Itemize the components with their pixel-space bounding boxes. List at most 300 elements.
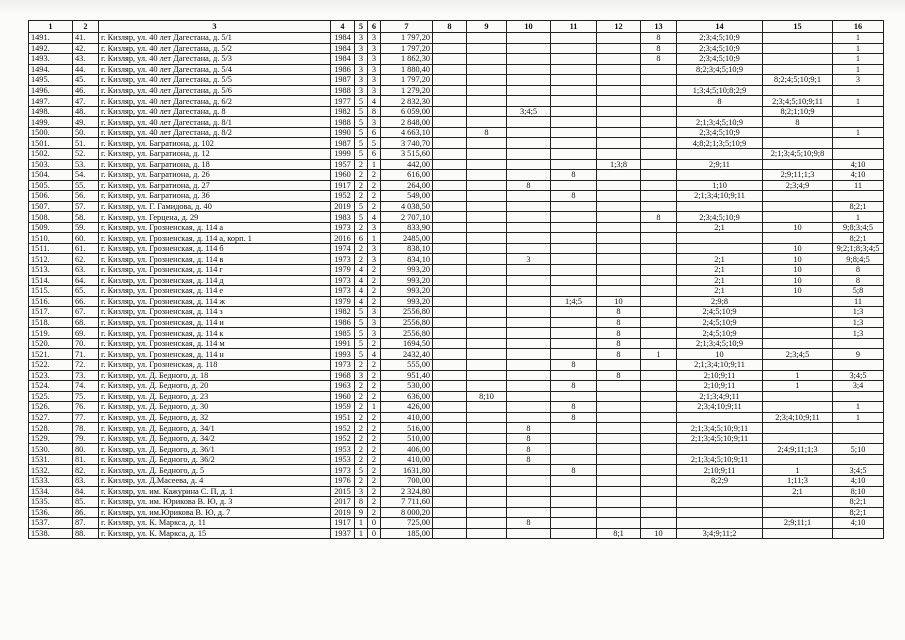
table-cell bbox=[467, 54, 507, 65]
table-cell bbox=[551, 370, 597, 381]
column-header: 3 bbox=[99, 21, 331, 33]
table-cell bbox=[507, 296, 551, 307]
table-cell bbox=[433, 454, 467, 465]
table-cell bbox=[641, 254, 677, 265]
table-cell: 3 bbox=[368, 85, 381, 96]
table-row bbox=[29, 265, 884, 276]
table-cell: 2 bbox=[368, 412, 381, 423]
table-cell: 3 bbox=[355, 75, 368, 86]
table-cell: 2 bbox=[368, 338, 381, 349]
table-row bbox=[29, 359, 884, 370]
table-cell bbox=[507, 497, 551, 508]
table-cell: 3 bbox=[368, 54, 381, 65]
table-cell bbox=[597, 64, 641, 75]
table-row bbox=[29, 159, 884, 170]
table-cell bbox=[597, 54, 641, 65]
table-cell: 2;1;3;4;5;10;9 bbox=[677, 338, 763, 349]
table-cell: 636,00 bbox=[381, 391, 433, 402]
table-cell bbox=[597, 497, 641, 508]
table-cell bbox=[433, 507, 467, 518]
table-cell: 1520. bbox=[29, 338, 73, 349]
table-cell: 74. bbox=[73, 381, 99, 392]
table-cell: 8;1 bbox=[597, 528, 641, 539]
table-cell bbox=[433, 170, 467, 181]
table-cell: 2 bbox=[355, 180, 368, 191]
table-cell bbox=[433, 381, 467, 392]
table-cell: 1993 bbox=[331, 349, 355, 360]
table-cell bbox=[597, 275, 641, 286]
table-row bbox=[29, 444, 884, 455]
table-cell: 1511. bbox=[29, 243, 73, 254]
table-cell: 1 880,40 bbox=[381, 64, 433, 75]
table-cell: 1973 bbox=[331, 222, 355, 233]
table-cell bbox=[507, 96, 551, 107]
table-cell: 3;4;9;11;2 bbox=[677, 528, 763, 539]
table-cell: 5 bbox=[355, 96, 368, 107]
table-cell bbox=[507, 275, 551, 286]
table-cell: 2 bbox=[355, 254, 368, 265]
table-cell: 1532. bbox=[29, 465, 73, 476]
table-cell: г. Кизляр, ул. Д. Бедного, д. 32 bbox=[99, 412, 331, 423]
table-cell: 2 bbox=[355, 359, 368, 370]
column-header: 8 bbox=[433, 21, 467, 33]
table-cell: 555,00 bbox=[381, 359, 433, 370]
table-cell bbox=[597, 433, 641, 444]
table-cell: 8 bbox=[551, 402, 597, 413]
table-cell: 2;3;4;5;10;9 bbox=[677, 54, 763, 65]
table-cell bbox=[507, 286, 551, 297]
table-cell bbox=[597, 286, 641, 297]
table-cell: г. Кизляр, ул. Грозненская, д. 118 bbox=[99, 359, 331, 370]
table-cell: 951,40 bbox=[381, 370, 433, 381]
table-cell bbox=[551, 212, 597, 223]
table-cell: 1491. bbox=[29, 33, 73, 44]
table-cell: 2;3;4;9 bbox=[763, 180, 833, 191]
table-cell bbox=[597, 518, 641, 529]
table-cell bbox=[641, 170, 677, 181]
table-cell bbox=[763, 64, 833, 75]
table-cell: 8 bbox=[551, 412, 597, 423]
table-cell: 1973 bbox=[331, 286, 355, 297]
table-cell: г. Кизляр, ул. 40 лет Дагестана, д. 8/2 bbox=[99, 127, 331, 138]
table-cell: 8;2;1 bbox=[833, 497, 884, 508]
table-cell: 1631,80 bbox=[381, 465, 433, 476]
table-cell: 1537. bbox=[29, 518, 73, 529]
table-cell: 1988 bbox=[331, 85, 355, 96]
table-cell bbox=[507, 391, 551, 402]
table-cell: 2;3;4;10;9;11 bbox=[677, 402, 763, 413]
table-cell: 1500. bbox=[29, 127, 73, 138]
table-cell bbox=[551, 349, 597, 360]
table-cell bbox=[551, 307, 597, 318]
table-row bbox=[29, 402, 884, 413]
table-cell bbox=[467, 433, 507, 444]
table-cell bbox=[507, 138, 551, 149]
table-cell: 1977 bbox=[331, 96, 355, 107]
table-cell: 1510. bbox=[29, 233, 73, 244]
table-cell: 8 bbox=[355, 497, 368, 508]
table-cell: г. Кизляр, ул. 40 лет Дагестана, д. 5/2 bbox=[99, 43, 331, 54]
table-cell bbox=[597, 402, 641, 413]
table-cell: 1;3 bbox=[833, 328, 884, 339]
table-cell bbox=[641, 370, 677, 381]
table-cell: 1 bbox=[833, 43, 884, 54]
table-cell bbox=[433, 33, 467, 44]
table-row bbox=[29, 349, 884, 360]
table-cell: 2;1;3;4;5;10;9 bbox=[677, 117, 763, 128]
table-row bbox=[29, 391, 884, 402]
table-cell bbox=[467, 180, 507, 191]
table-cell: 5 bbox=[355, 212, 368, 223]
table-cell: 1514. bbox=[29, 275, 73, 286]
table-cell bbox=[467, 349, 507, 360]
table-cell bbox=[507, 222, 551, 233]
table-cell: 8 bbox=[551, 465, 597, 476]
table-cell: 2;4;5;10;9 bbox=[677, 317, 763, 328]
table-cell: 1525. bbox=[29, 391, 73, 402]
table-cell bbox=[641, 307, 677, 318]
column-header: 15 bbox=[763, 21, 833, 33]
table-cell: г. Кизляр, ул. Багратиона, д. 18 bbox=[99, 159, 331, 170]
table-cell: 2 bbox=[368, 359, 381, 370]
table-cell: 2;1 bbox=[677, 286, 763, 297]
table-cell: 57. bbox=[73, 201, 99, 212]
table-cell: 8;10 bbox=[467, 391, 507, 402]
table-cell: 1 bbox=[368, 402, 381, 413]
table-cell: 6 059,00 bbox=[381, 106, 433, 117]
table-cell bbox=[833, 85, 884, 96]
table-cell bbox=[433, 243, 467, 254]
table-cell: 66. bbox=[73, 296, 99, 307]
table-cell bbox=[641, 486, 677, 497]
table-cell: 1;3 bbox=[833, 317, 884, 328]
table-cell bbox=[433, 528, 467, 539]
table-cell: 2 bbox=[368, 191, 381, 202]
table-cell bbox=[551, 159, 597, 170]
table-cell: 1973 bbox=[331, 359, 355, 370]
table-cell: 1512. bbox=[29, 254, 73, 265]
table-cell: 1983 bbox=[331, 212, 355, 223]
table-cell: 7 711,60 bbox=[381, 497, 433, 508]
table-cell bbox=[507, 475, 551, 486]
table-cell bbox=[763, 127, 833, 138]
table-cell bbox=[641, 518, 677, 529]
table-cell: 8 bbox=[597, 317, 641, 328]
column-header: 10 bbox=[507, 21, 551, 33]
table-cell: 2;1;3;4;10;9;11 bbox=[677, 359, 763, 370]
table-cell bbox=[551, 149, 597, 160]
table-cell: 2 bbox=[355, 444, 368, 455]
table-cell: 4;10 bbox=[833, 170, 884, 181]
table-cell bbox=[507, 191, 551, 202]
table-cell bbox=[467, 212, 507, 223]
table-cell bbox=[433, 465, 467, 476]
table-cell: г. Кизляр, ул. Д. Бедного, д. 34/2 bbox=[99, 433, 331, 444]
table-cell bbox=[507, 75, 551, 86]
table-cell bbox=[833, 149, 884, 160]
table-cell: 8;2;1 bbox=[833, 233, 884, 244]
table-cell: 3 bbox=[833, 75, 884, 86]
table-cell: 3 bbox=[355, 486, 368, 497]
table-cell: 1535. bbox=[29, 497, 73, 508]
table-cell: 2 bbox=[355, 243, 368, 254]
table-cell bbox=[763, 159, 833, 170]
table-cell bbox=[433, 286, 467, 297]
table-cell bbox=[507, 528, 551, 539]
table-cell: 838,10 bbox=[381, 243, 433, 254]
table-cell: 1524. bbox=[29, 381, 73, 392]
table-cell: 6 bbox=[368, 149, 381, 160]
table-cell: 8 bbox=[507, 423, 551, 434]
table-cell: 1503. bbox=[29, 159, 73, 170]
table-cell bbox=[641, 402, 677, 413]
table-cell bbox=[597, 381, 641, 392]
table-cell: 1506. bbox=[29, 191, 73, 202]
table-cell: 4 bbox=[355, 275, 368, 286]
table-cell bbox=[507, 465, 551, 476]
table-cell: 10 bbox=[677, 349, 763, 360]
table-cell bbox=[433, 127, 467, 138]
table-cell bbox=[507, 64, 551, 75]
table-cell bbox=[597, 507, 641, 518]
table-cell bbox=[763, 423, 833, 434]
table-cell bbox=[551, 254, 597, 265]
table-cell bbox=[677, 149, 763, 160]
table-cell: 4 663,10 bbox=[381, 127, 433, 138]
table-cell: 1492. bbox=[29, 43, 73, 54]
table-cell: 1 bbox=[833, 412, 884, 423]
table-cell bbox=[833, 359, 884, 370]
table-cell: 1 bbox=[763, 381, 833, 392]
table-cell bbox=[507, 265, 551, 276]
table-cell bbox=[833, 106, 884, 117]
table-cell: 8 bbox=[597, 328, 641, 339]
table-cell bbox=[551, 507, 597, 518]
table-cell bbox=[597, 391, 641, 402]
table-cell: 1982 bbox=[331, 106, 355, 117]
table-cell: 1495. bbox=[29, 75, 73, 86]
table-cell: 1 279,20 bbox=[381, 85, 433, 96]
table-cell bbox=[597, 465, 641, 476]
table-row bbox=[29, 127, 884, 138]
table-cell: 8;2;1 bbox=[833, 201, 884, 212]
table-cell: 1984 bbox=[331, 33, 355, 44]
table-cell bbox=[467, 85, 507, 96]
table-cell: 2;4;5;10;9 bbox=[677, 328, 763, 339]
table-cell: 2;4;5;10;9 bbox=[677, 307, 763, 318]
table-cell: 2 bbox=[368, 275, 381, 286]
table-cell bbox=[507, 170, 551, 181]
table-cell: 88. bbox=[73, 528, 99, 539]
table-cell: 5 bbox=[355, 117, 368, 128]
table-cell: 1536. bbox=[29, 507, 73, 518]
table-cell bbox=[433, 370, 467, 381]
table-cell: 51. bbox=[73, 138, 99, 149]
table-cell bbox=[507, 85, 551, 96]
table-cell bbox=[641, 507, 677, 518]
table-cell: 2 bbox=[368, 201, 381, 212]
table-cell: 2 bbox=[368, 423, 381, 434]
table-cell: 0 bbox=[368, 528, 381, 539]
table-cell bbox=[597, 85, 641, 96]
table-cell: 1953 bbox=[331, 454, 355, 465]
table-cell: 41. bbox=[73, 33, 99, 44]
table-cell: г. Кизляр, ул. Д. Бедного, д. 20 bbox=[99, 381, 331, 392]
table-cell: 516,00 bbox=[381, 423, 433, 434]
table-cell bbox=[597, 212, 641, 223]
table-cell: 1984 bbox=[331, 54, 355, 65]
table-cell bbox=[467, 296, 507, 307]
table-row bbox=[29, 286, 884, 297]
table-cell: г. Кизляр, ул. Грозненская, д. 114 ж bbox=[99, 296, 331, 307]
table-cell: 1 bbox=[833, 212, 884, 223]
table-row bbox=[29, 106, 884, 117]
table-cell bbox=[467, 486, 507, 497]
table-cell bbox=[597, 233, 641, 244]
table-cell bbox=[597, 127, 641, 138]
table-cell: 42. bbox=[73, 43, 99, 54]
table-row bbox=[29, 43, 884, 54]
table-cell bbox=[597, 412, 641, 423]
table-cell bbox=[467, 243, 507, 254]
table-cell: г. Кизляр, ул. Грозненская, д. 114 г bbox=[99, 265, 331, 276]
table-cell bbox=[467, 381, 507, 392]
table-cell bbox=[433, 349, 467, 360]
table-cell: 63. bbox=[73, 265, 99, 276]
table-cell: 2017 bbox=[331, 497, 355, 508]
table-cell: г. Кизляр, ул. Д. Бедного, д. 30 bbox=[99, 402, 331, 413]
table-cell: 1937 bbox=[331, 528, 355, 539]
table-cell bbox=[677, 75, 763, 86]
table-cell: 53. bbox=[73, 159, 99, 170]
table-cell bbox=[433, 138, 467, 149]
table-cell: 1518. bbox=[29, 317, 73, 328]
table-cell: 1973 bbox=[331, 465, 355, 476]
table-cell bbox=[677, 170, 763, 181]
column-header: 9 bbox=[467, 21, 507, 33]
table-cell: 8 bbox=[467, 127, 507, 138]
table-cell bbox=[433, 212, 467, 223]
table-cell bbox=[467, 96, 507, 107]
table-cell: 2556,80 bbox=[381, 317, 433, 328]
table-body bbox=[29, 33, 884, 539]
table-cell bbox=[597, 170, 641, 181]
table-cell: г. Кизляр, ул. Грозненская, д. 114 а bbox=[99, 222, 331, 233]
table-cell: 1508. bbox=[29, 212, 73, 223]
table-cell: 58. bbox=[73, 212, 99, 223]
table-cell: 47. bbox=[73, 96, 99, 107]
table-cell bbox=[763, 497, 833, 508]
housing-registry-table bbox=[28, 20, 884, 539]
table-cell bbox=[641, 286, 677, 297]
table-cell bbox=[467, 149, 507, 160]
table-cell: 54. bbox=[73, 170, 99, 181]
table-cell: г. Кизляр, ул. Багратиона, д. 27 bbox=[99, 180, 331, 191]
table-cell: 5 bbox=[355, 127, 368, 138]
table-cell: 4;8;2;1;3;5;10;9 bbox=[677, 138, 763, 149]
table-cell bbox=[641, 180, 677, 191]
table-row bbox=[29, 201, 884, 212]
table-cell bbox=[551, 243, 597, 254]
table-cell bbox=[833, 138, 884, 149]
table-cell bbox=[551, 433, 597, 444]
table-cell: 9;2;1;8;3;4;5 bbox=[833, 243, 884, 254]
table-cell: 1499. bbox=[29, 117, 73, 128]
table-cell: 69. bbox=[73, 328, 99, 339]
table-cell: 410,00 bbox=[381, 454, 433, 465]
table-cell: 4 bbox=[355, 286, 368, 297]
table-cell: 5;10 bbox=[833, 444, 884, 455]
table-row bbox=[29, 117, 884, 128]
table-cell: 1 862,30 bbox=[381, 54, 433, 65]
table-cell: 1960 bbox=[331, 170, 355, 181]
table-cell: 3 bbox=[355, 64, 368, 75]
table-cell: 1;10 bbox=[677, 180, 763, 191]
table-cell: 3 bbox=[368, 75, 381, 86]
table-cell bbox=[641, 265, 677, 276]
table-cell bbox=[551, 127, 597, 138]
table-cell: 510,00 bbox=[381, 433, 433, 444]
table-cell bbox=[597, 191, 641, 202]
table-cell: 530,00 bbox=[381, 381, 433, 392]
table-cell bbox=[763, 54, 833, 65]
table-cell: 85. bbox=[73, 497, 99, 508]
table-cell: 2 bbox=[368, 180, 381, 191]
table-cell bbox=[551, 138, 597, 149]
table-cell bbox=[597, 96, 641, 107]
table-cell: 2 bbox=[355, 391, 368, 402]
table-cell bbox=[507, 233, 551, 244]
table-cell: 64. bbox=[73, 275, 99, 286]
table-cell bbox=[507, 201, 551, 212]
table-cell: 1534. bbox=[29, 486, 73, 497]
table-cell: 1974 bbox=[331, 243, 355, 254]
table-cell bbox=[641, 296, 677, 307]
table-cell: 3 bbox=[368, 328, 381, 339]
table-cell bbox=[467, 328, 507, 339]
table-cell bbox=[641, 381, 677, 392]
table-cell bbox=[433, 96, 467, 107]
table-cell: 2;1;3;4;5;10;9;11 bbox=[677, 433, 763, 444]
table-cell: 2 bbox=[355, 222, 368, 233]
table-cell: 5 bbox=[355, 317, 368, 328]
table-cell bbox=[433, 106, 467, 117]
table-cell: 4;10 bbox=[833, 475, 884, 486]
column-header: 2 bbox=[73, 21, 99, 33]
table-cell bbox=[551, 201, 597, 212]
table-row bbox=[29, 528, 884, 539]
table-cell: 2485,00 bbox=[381, 233, 433, 244]
table-cell: 1 bbox=[368, 159, 381, 170]
table-cell bbox=[433, 222, 467, 233]
table-cell: г. Кизляр, ул. К. Маркса, д. 11 bbox=[99, 518, 331, 529]
table-cell: 8 bbox=[641, 54, 677, 65]
table-cell: 1959 bbox=[331, 402, 355, 413]
table-cell: 410,00 bbox=[381, 412, 433, 423]
table-cell: 1952 bbox=[331, 423, 355, 434]
table-cell: 1973 bbox=[331, 275, 355, 286]
table-cell: 1530. bbox=[29, 444, 73, 455]
table-cell bbox=[467, 191, 507, 202]
table-cell bbox=[467, 412, 507, 423]
table-cell: 10 bbox=[641, 528, 677, 539]
table-cell: 1 bbox=[763, 465, 833, 476]
table-cell: г. Кизляр, ул. Герцена, д. 29 bbox=[99, 212, 331, 223]
table-cell: 8 bbox=[833, 265, 884, 276]
table-cell: 993,20 bbox=[381, 296, 433, 307]
table-cell bbox=[433, 317, 467, 328]
table-cell: 3;4;5 bbox=[507, 106, 551, 117]
